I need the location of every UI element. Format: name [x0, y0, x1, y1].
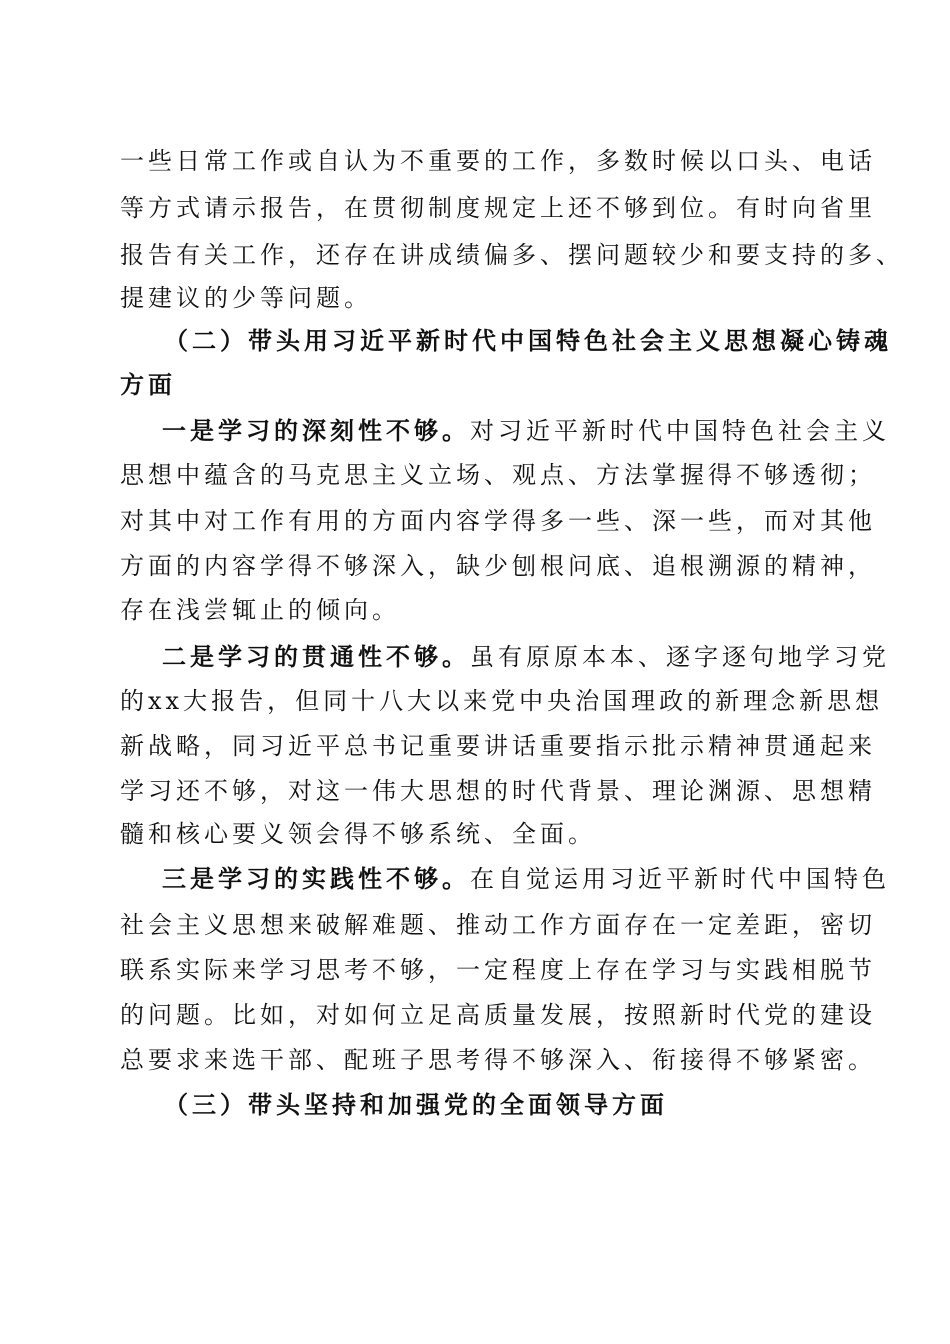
paragraph-lead: 一是学习的深刻性不够。	[162, 416, 470, 445]
body-text-line: 社会主义思想来破解难题、推动工作方面存在一定差距，密切	[120, 911, 876, 939]
body-text-line: 髓和核心要义领会得不够系统、全面。	[120, 820, 596, 848]
body-text-line: 总要求来选干部、配班子思考得不够深入、衔接得不够紧密。	[120, 1046, 876, 1074]
body-text-line: 学习还不够，对这一伟大思想的时代背景、理论渊源、思想精	[120, 777, 876, 805]
paragraph-first-line	[162, 416, 890, 446]
body-text-line: 的xx大报告，但同十八大以来党中央治国理政的新理念新思想	[120, 687, 884, 715]
body-text-line: 等方式请示报告，在贯彻制度规定上还不够到位。有时向省里	[120, 194, 876, 222]
body-text-line: 思想中蕴含的马克思主义立场、观点、方法掌握得不够透彻；	[120, 461, 876, 489]
body-text-line: 报告有关工作，还存在讲成绩偏多、摆问题较少和要支持的多、	[120, 241, 904, 269]
section-heading: （二）带头用习近平新时代中国特色社会主义思想凝心铸魂	[164, 326, 892, 355]
body-text-line: 的问题。比如，对如何立足高质量发展，按照新时代党的建设	[120, 1001, 876, 1029]
section-heading-continued: 方面	[120, 370, 176, 399]
paragraph-first-line	[162, 864, 890, 894]
paragraph-text: 在自觉运用习近平新时代中国特色	[470, 865, 890, 893]
body-text-line: 新战略，同习近平总书记重要讲话重要指示批示精神贯通起来	[120, 732, 876, 760]
paragraph-text: 对习近平新时代中国特色社会主义	[470, 417, 890, 445]
body-text-line: 一些日常工作或自认为不重要的工作，多数时候以口头、电话	[120, 147, 876, 175]
paragraph-text: 虽有原原本本、逐字逐句地学习党	[470, 643, 890, 671]
paragraph-first-line	[162, 642, 890, 672]
paragraph-lead: 二是学习的贯通性不够。	[162, 642, 470, 671]
body-text-line: 提建议的少等问题。	[120, 284, 372, 312]
body-text-line: 对其中对工作有用的方面内容学得多一些、深一些，而对其他	[120, 507, 876, 535]
body-text-line: 联系实际来学习思考不够，一定程度上存在学习与实践相脱节	[120, 956, 876, 984]
section-heading: （三）带头坚持和加强党的全面领导方面	[164, 1090, 668, 1119]
body-text-line: 方面的内容学得不够深入，缺少刨根问底、追根溯源的精神，	[120, 552, 876, 580]
paragraph-lead: 三是学习的实践性不够。	[162, 864, 470, 893]
body-text-line: 存在浅尝辄止的倾向。	[120, 596, 400, 624]
